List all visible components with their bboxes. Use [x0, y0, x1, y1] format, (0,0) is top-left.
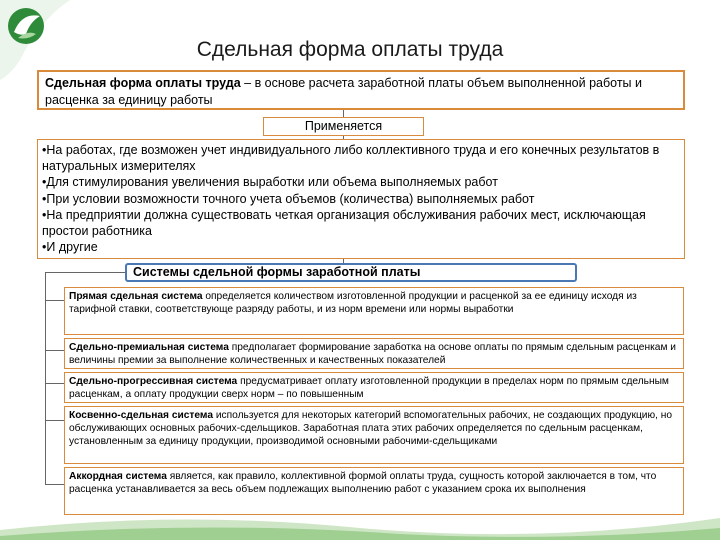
system-box-accord	[64, 467, 684, 515]
system-connector	[45, 350, 64, 351]
uses-item: •И другие	[42, 240, 98, 255]
system-connector	[45, 484, 64, 485]
system-connector	[45, 300, 64, 301]
uses-item: •На работах, где возможен учет индивидуального либо коллективного труда и его конечных результатов в натуральных измерителях	[42, 143, 660, 174]
systems-branch-line	[45, 272, 46, 485]
system-connector	[45, 420, 64, 421]
system-box-direct	[64, 287, 684, 335]
system-name: Прямая сдельная система	[69, 291, 203, 302]
system-text: предусматривает оплату изготовленной продукции в пределах норм по прямым сдельным расценкам, а оплату продукции сверх норм – по повышенным	[69, 376, 669, 401]
uses-item: •При условии возможности точного учета объемов (количества) выполняемых работ	[42, 191, 535, 206]
systems-branch-top	[45, 272, 125, 273]
system-name: Аккордная система	[69, 471, 167, 482]
system-name: Косвенно-сдельная система	[69, 410, 213, 421]
systems-header-label: Системы сдельной формы заработной платы	[133, 265, 421, 279]
system-box-progressive	[64, 372, 684, 403]
uses-list-box	[37, 139, 685, 259]
system-box-premium	[64, 338, 684, 369]
uses-item: •На предприятии должна существовать четкая организация обслуживания рабочих мест, исключающая простои работника	[42, 207, 646, 239]
system-text: определяется количеством изготовленной продукции и расценкой за ее единицу исходя из тарифной ставки, соответствующе разряду работы, и из норм времени или нормы выработки	[69, 291, 637, 316]
system-box-indirect	[64, 406, 684, 464]
definition-box	[37, 70, 685, 110]
page-title: Сдельная форма оплаты труда	[196, 38, 504, 61]
definition-term: Сдельная форма оплаты труда	[45, 76, 241, 90]
system-text: предполагает формирование заработка на основе оплаты по прямым сдельным расценкам и величины премии за выполнение количественных и качественных показателей	[69, 342, 676, 367]
system-text: используется для некоторых категорий вспомогательных рабочих, не создающих продукцию, но обслуживающих основных рабочих-сдельщиков. Заработная плата этих рабочих определяется по сдельным расценкам, установленным за единицу продукции, производимой основными рабочими-сдельщиками	[69, 410, 673, 448]
system-connector	[45, 383, 64, 384]
definition-text: – в основе расчета заработной платы объем выполненной работы и расценка за единицу работы	[45, 76, 642, 107]
system-text: является, как правило, коллективной формой оплаты труда, сущность которой заключается в том, что расценка устанавливается за весь объем подлежащих выполнению работ с указанием срока их выполнения	[69, 471, 657, 496]
applies-label-box	[263, 117, 424, 136]
system-name: Сдельно-премиальная система	[69, 342, 229, 353]
applies-label: Применяется	[304, 119, 383, 133]
systems-header-box	[125, 263, 577, 282]
system-name: Сдельно-прогрессивная система	[69, 376, 238, 387]
uses-item: •Для стимулирования увеличения выработки или объема выполняемых работ	[42, 175, 498, 190]
